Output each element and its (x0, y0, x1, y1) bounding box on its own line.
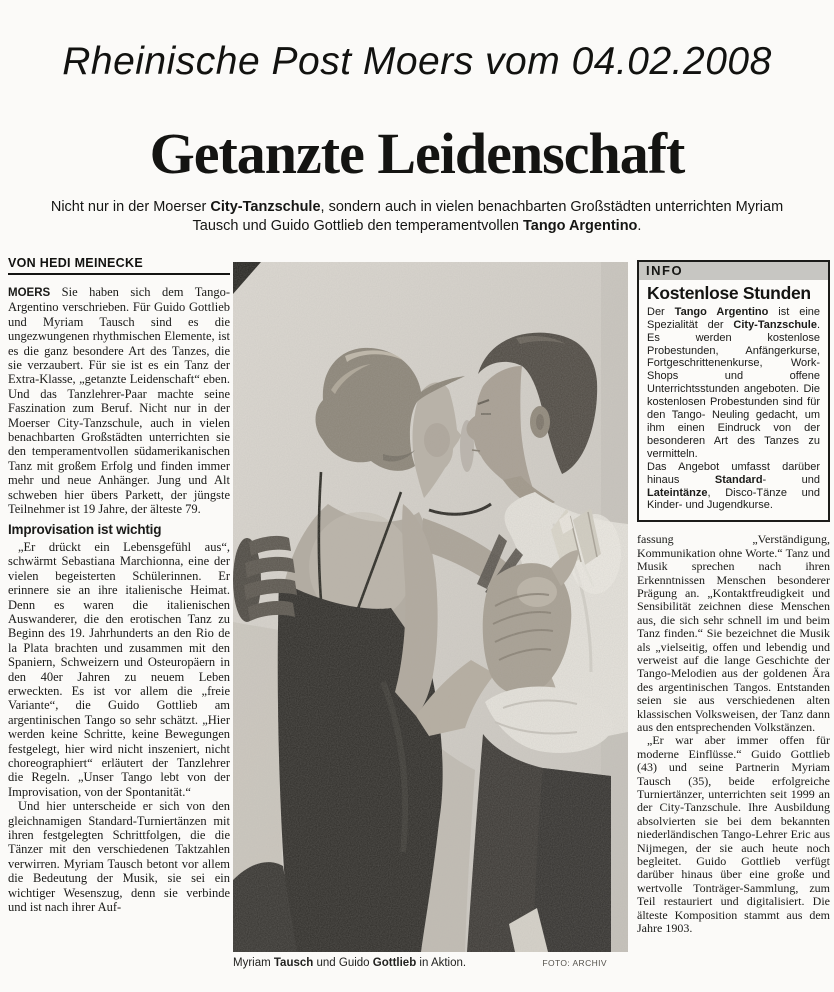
info-text: - und (762, 473, 820, 486)
subhead-text: , sondern auch in vielen benachbarten Großstädten unterrichten Myriam (320, 199, 784, 215)
info-bold-lateintaenze: Lateintänze (647, 486, 708, 499)
caption-name-tausch: Tausch (273, 957, 314, 969)
dateline: MOERS (8, 287, 51, 299)
info-box (637, 260, 830, 522)
article-photo (233, 262, 628, 952)
info-box-title: Kostenlose Stunden (647, 283, 811, 304)
info-paragraph-1 (647, 306, 820, 461)
article-subhead (32, 198, 802, 236)
article-paragraph-1 (8, 285, 230, 517)
photo-credit: FOTO: ARCHIV (542, 958, 607, 968)
caption-text: in Aktion. (416, 957, 467, 969)
info-box-tab: INFO (639, 262, 828, 280)
tango-dancers-photo (233, 262, 628, 952)
article-paragraph-2: „Er drückt ein Lebensgefühl aus“, schwärmt Sebastiana Marchionna, eine der vielen begeisterten Schülerinnen. Er erinnere sie an ihre italienische Heimat. Denn es waren die italienischen Auswanderer, die den erotischen Tanz zu Beginn des 19. Jahrhunderts an den Rio de la Plata brachten und zusammen mit den Spaniern, Schweizern und Osteuropäern in den 40er Jahren zu neuem Leben erweckten. Es ist vor allem die „freie Variante“, die Guido Gottlieb am argentinischen Tango so sehr schätzt. „Hier werden keine Schritte, keine Bewegungen festgelegt, hier wird nicht inszeniert, nicht choreographiert“ erläutert der Tanzlehrer die Regeln. „Unser Tango lebt von der Improvisation, von der Spontanität.“ (8, 539, 230, 799)
subhead-line-2 (32, 217, 802, 236)
subhead-text: Tausch und Guido Gottlieb den temperamentvollen (192, 218, 524, 234)
subhead-bold-school: City-Tanzschule (210, 199, 321, 215)
info-paragraph-2 (647, 461, 820, 513)
info-bold-city-tanzschule: City-Tanzschule (733, 318, 817, 331)
subhead-bold-tango: Tango Argentino (523, 218, 638, 234)
photo-caption-row (233, 957, 607, 969)
info-text: Der (647, 305, 675, 318)
subhead-text: Nicht nur in der Moerser (50, 199, 211, 215)
byline: VON HEDI MEINECKE (8, 256, 230, 275)
article-paragraph-5: „Er war aber immer offen für moderne Einflüsse.“ Guido Gottlieb (43) und seine Partnerin Myriam Tausch (35), beide erfolgreiche Turniertänzer, unterrichten seit 1999 an der City-Tanzschule. Ihre Ausbildung absolvierten sie bei dem bekannten niederländischen Tango-Lehrer Eric aus Nijmegen, der sie auch heute noch begleitet. Guido Gottlieb verfügt darüber hinaus über eine große und wertvolle Tonträger-Sammlung, zum Teil restauriert und digitalisiert. Die älteste Komposition stammt aus dem Jahre 1903. (637, 733, 830, 936)
subhead-text: . (637, 218, 642, 234)
info-bold-standard: Standard (714, 473, 763, 486)
info-text: ist eine Spezialität der (647, 305, 821, 331)
article-headline: Getanzte Leidenschaft (149, 121, 685, 186)
paragraph-text: Sie haben sich dem Tango-Argentino verschrieben. Für Guido Gottlieb und Myriam Tausch sind es die ungezwungenen rhythmischen Elemente, ist es die ganz besondere Art des Tanzes, die sie verzaubert. Für sie ist es ein Tanz der Extra-Klasse, „getanzte Leidenschaft“ eben. Und das Tanzlehrer-Paar machte seine Faszination zum Beruf. Nicht nur in der Moerser City-Tanzschule, auch in vielen benachbarten Großstädten unterrichten sie den temperamentvollen südamerikanischen Tanz mit großem Erfolg und finden immer mehr und neue Anhänger. Jung und Alt schweben hier übers Parkett, der jüngste Teilnehmer ist 19 Jahre, der älteste 79. (8, 285, 230, 517)
info-text: . Es werden kostenlose Probestunden, Anfängerkurse, Fortgeschrittenenkurse, Work-Shops und offene Unterrichtsstunden angeboten. Die kostenlosen Probestunden sind für den Tango- Neuling gedacht, um ihm einen Eindruck von der besonderen Art des Tanzes zu vermitteln. (647, 318, 820, 460)
article-column-right (637, 260, 830, 992)
halftone-grain (233, 262, 628, 952)
article-paragraph-3: Und hier unterscheide er sich von den gleichnamigen Standard-Turniertänzen mit ihren festgelegten Schrittfolgen, die die Tänzer mit den verschiedenen Taktzahlen verwirren. Myriam Tausch betont vor allem die Bedeutung der Musik, sie sei ein wichtiger Wesenszug, denn sie verbinde und ist nach ihrer Auf- (8, 799, 230, 915)
subhead-line-1 (32, 198, 802, 217)
scan-annotation-title: Rheinische Post Moers vom 04.02.2008 (62, 40, 772, 83)
caption-text: und Guido (313, 957, 373, 969)
caption-name-gottlieb: Gottlieb (372, 957, 417, 969)
caption-text: Myriam (233, 957, 274, 969)
article-column-left (8, 285, 230, 992)
info-text: , Disco-Tänze und Kinder- und Jugendkurse. (647, 486, 820, 512)
info-bold-tango-argentino: Tango Argentino (674, 305, 769, 318)
section-heading: Improvisation ist wichtig (8, 521, 162, 537)
article-paragraph-4: fassung „Verständigung, Kommunikation ohne Worte.“ Tanz und Musik sprechen nach ihren Erkenntnissen Menschen besonderer Prägung an. „Kontaktfreudigkeit und Sensibilität zeichnen diese Menschen aus, die sich sehr schnell im und beim Tanz finden.“ Sie bezeichnet die Musik als „vielseitig, offen und lebendig und verweist auf die lange Geschichte der Tango-Melodien aus der goldenen Ära des argentinischen Tangos. Entstanden seien sie aus verschiedenen alten klassischen Volksweisen, der Tanz dann aus den entsprechenden Volkstänzen. (637, 532, 830, 734)
info-text: Das Angebot umfasst darüber hinaus (647, 460, 820, 486)
info-box-body (639, 280, 828, 520)
photo-caption (233, 957, 466, 969)
